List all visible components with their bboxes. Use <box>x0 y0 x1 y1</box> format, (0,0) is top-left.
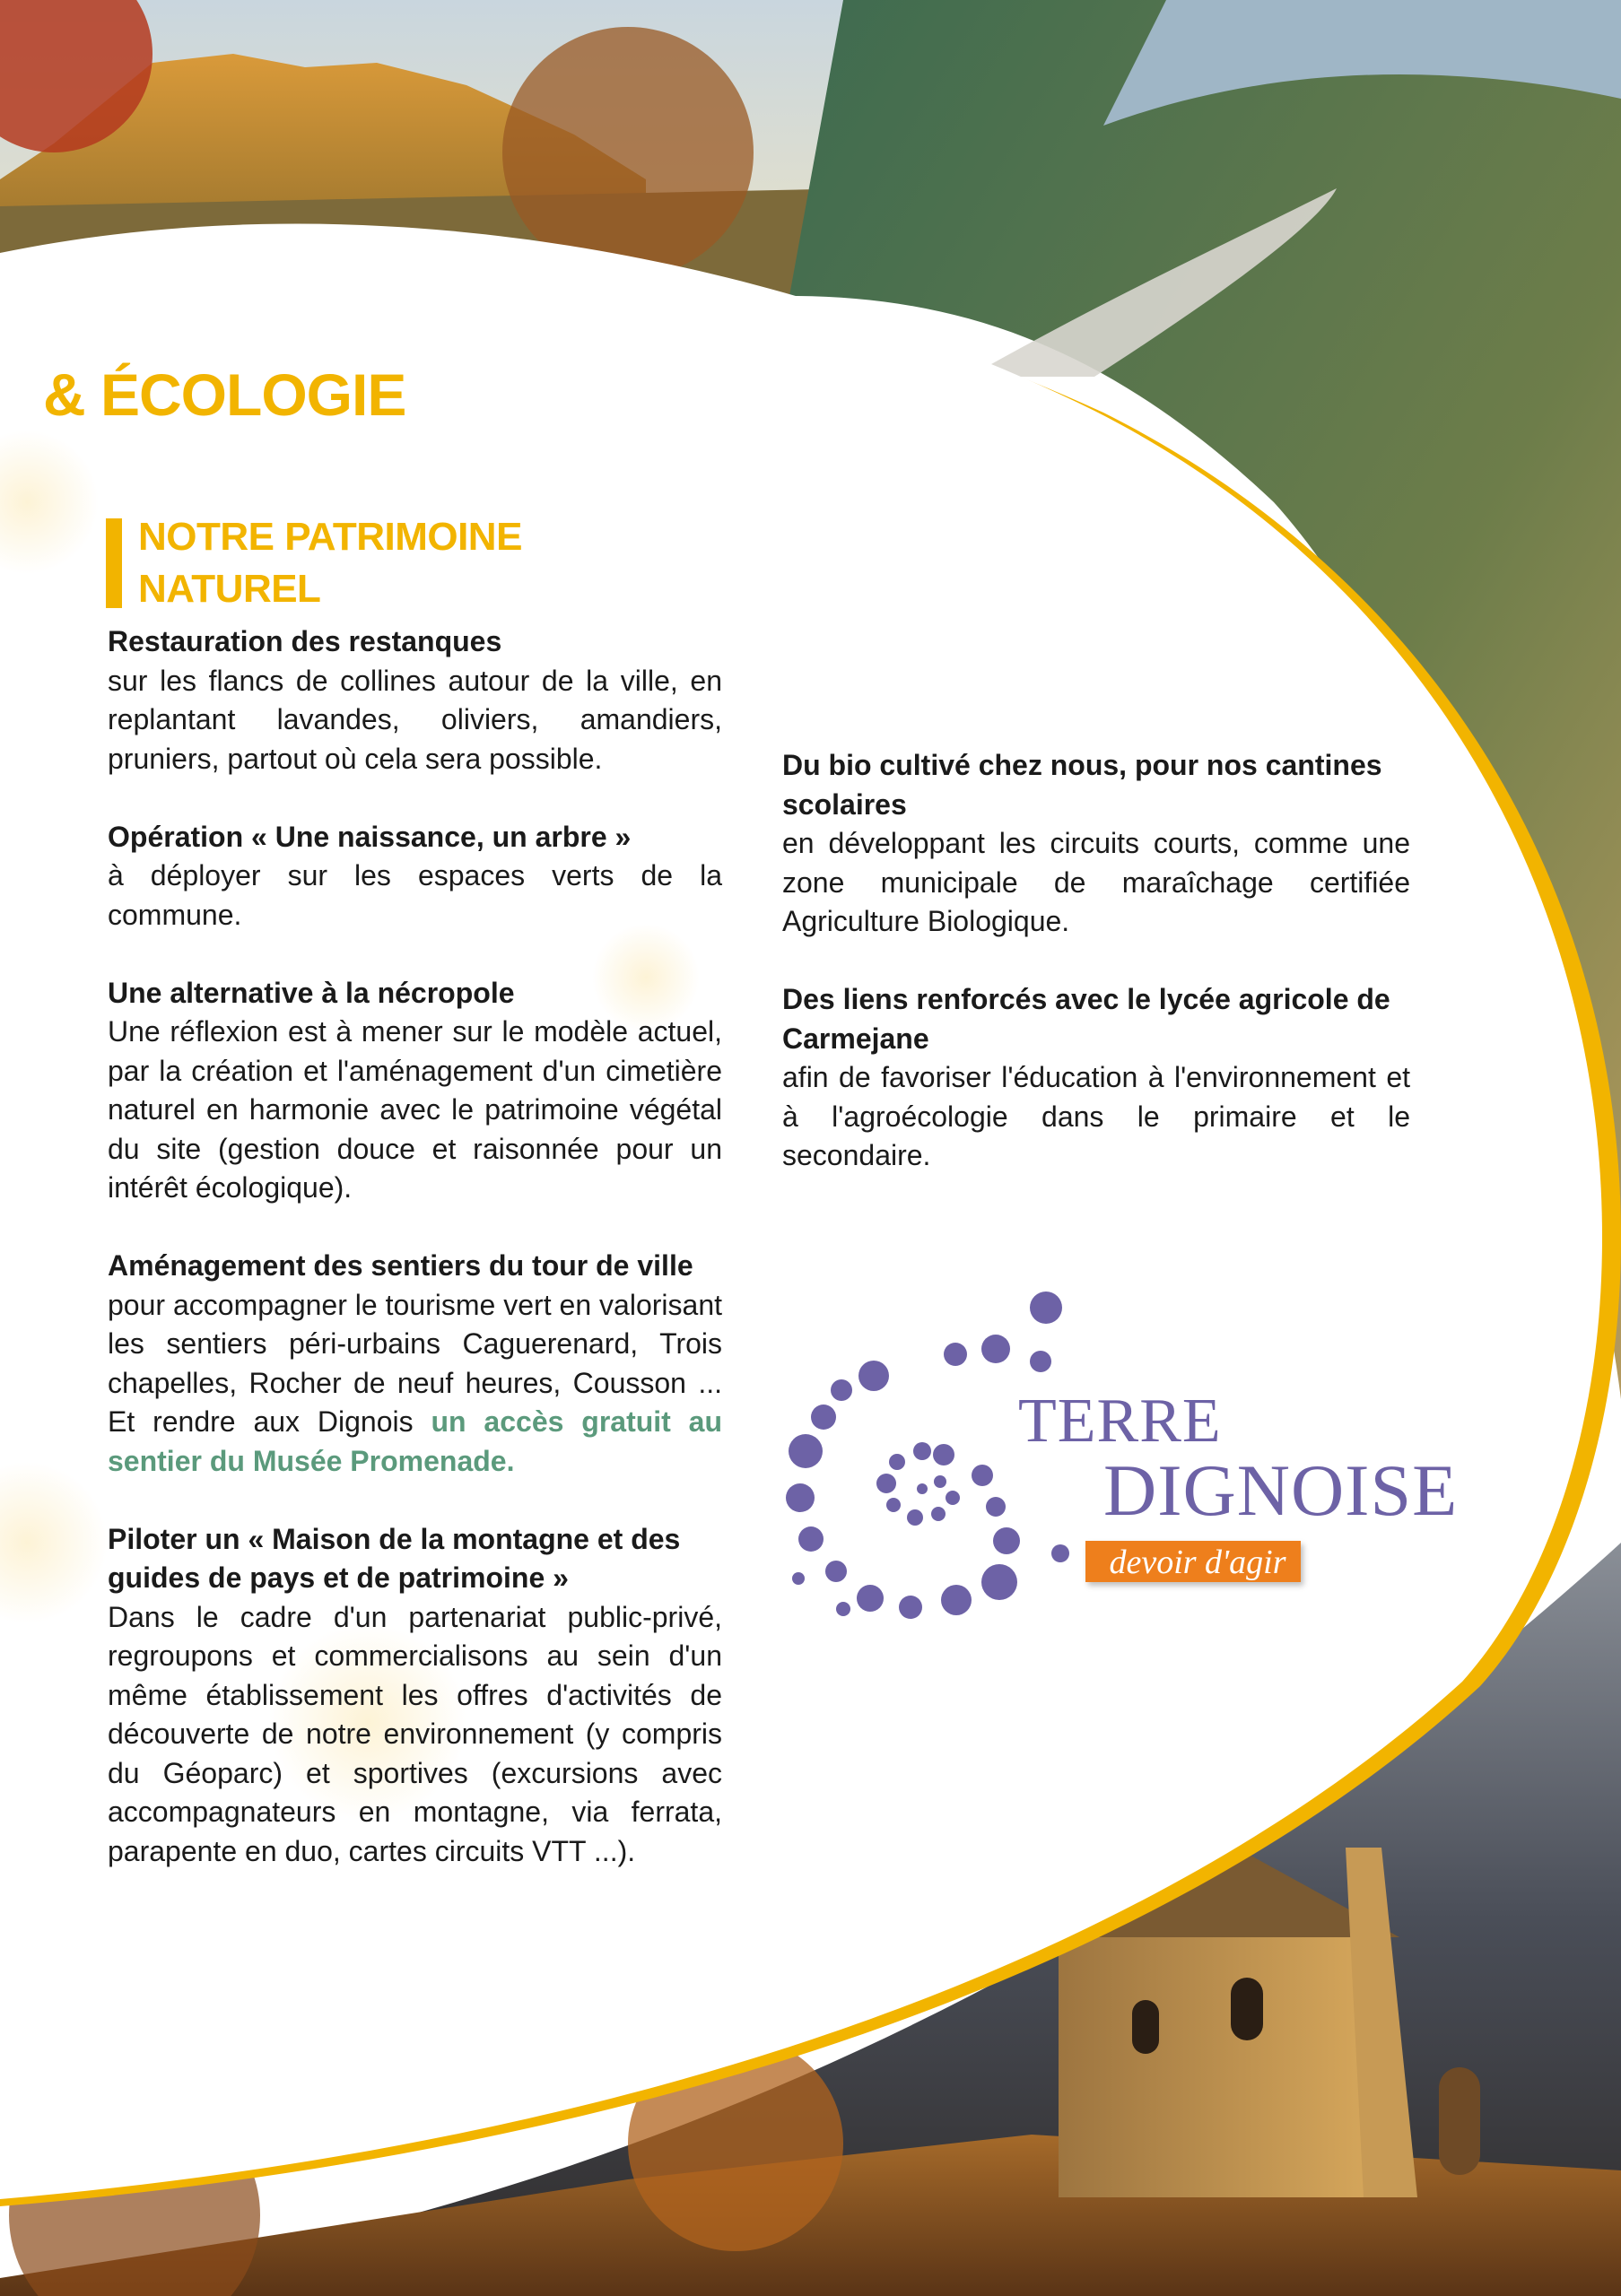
item-heading: Aménagement des sentiers du tour de ville <box>108 1249 693 1282</box>
section-heading-text <box>138 511 644 615</box>
page-title: & ÉCOLOGIE <box>43 361 406 428</box>
item-body: Une réflexion est à mener sur le modèle actuel, par la création et l'aménagement d'un cimetière naturel en harmonie avec le patrimoine végétal du site (gestion douce et raisonnée pour un intérêt écologique). <box>108 1015 722 1204</box>
item-heading: Piloter un « Maison de la montagne et des guides de pays et de patrimoine » <box>108 1522 681 1594</box>
list-item <box>782 980 1410 1176</box>
item-body-text: pour accompagner le tourisme vert en valorisant les sentiers péri-urbains Caguerenard, Trois chapelles, Rocher de neuf heures, Cousson ... Et rendre aux Dignois <box>108 1288 722 1438</box>
list-item <box>108 974 722 1208</box>
item-heading: Du bio cultivé chez nous, pour nos cantines scolaires <box>782 749 1382 821</box>
section-heading-bar <box>106 518 122 608</box>
logo-word-terre: TERRE <box>1018 1387 1222 1456</box>
item-heading: Opération « Une naissance, un arbre » <box>108 820 632 853</box>
item-body: Dans le cadre d'un partenariat public-privé, regroupons et commercialisons au sein d'un même établissement les offres d'activités de découverte de notre environnement (y compris du Géoparc) et sportives (excursions avec accompagnateurs en montagne, via ferrata, parapente en duo, cartes circuits VTT ...). <box>108 1600 722 1867</box>
item-heading: Des liens renforcés avec le lycée agricole de Carmejane <box>782 983 1390 1055</box>
list-item <box>108 1520 722 1872</box>
free-access-highlight: un accès gratuit au sentier du Musée Promenade. <box>108 1405 723 1477</box>
item-body: à déployer sur les espaces verts de la commune. <box>108 859 722 931</box>
list-item <box>108 622 722 778</box>
list-item <box>782 746 1410 942</box>
terre-dignoise-logo <box>780 1283 1459 1641</box>
item-body: en développant les circuits courts, comme une zone municipale de maraîchage certifiée Agriculture Biologique. <box>782 827 1410 937</box>
item-body: afin de favoriser l'éducation à l'environnement et à l'agroécologie dans le primaire et le secondaire. <box>782 1061 1410 1171</box>
section-heading-line2: NATUREL <box>138 567 321 611</box>
left-column <box>108 622 722 1910</box>
list-item <box>108 818 722 935</box>
section-heading-line1: NOTRE PATRIMOINE <box>138 515 522 559</box>
logo-word-dignoise: DIGNOISE <box>1103 1449 1459 1531</box>
item-heading: Une alternative à la nécropole <box>108 976 515 1009</box>
list-item <box>108 1247 722 1481</box>
item-heading: Restauration des restanques <box>108 625 502 657</box>
section-heading <box>106 511 644 615</box>
item-body <box>108 1286 722 1482</box>
right-column <box>782 746 1410 1214</box>
item-body: sur les flancs de collines autour de la ville, en replantant lavandes, oliviers, amandiers, pruniers, partout où cela sera possible. <box>108 664 722 775</box>
logo-tagline: devoir d'agir <box>1109 1544 1286 1581</box>
